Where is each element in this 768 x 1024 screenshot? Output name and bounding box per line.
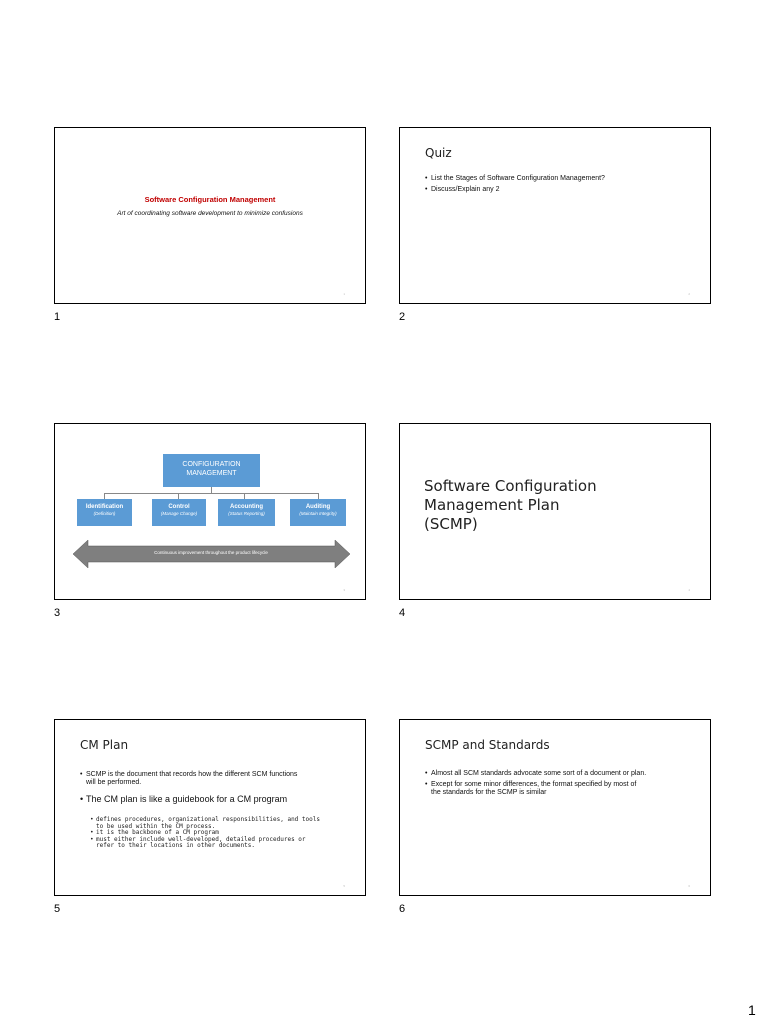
list-item: [425, 781, 700, 797]
arrow-caption: Continuous improvement throughout the product lifecycle: [154, 550, 268, 555]
list-item: [80, 771, 350, 787]
diagram-child-title: Accounting: [230, 504, 263, 510]
page-number: 1: [748, 1002, 756, 1018]
diagram-child-subtitle: (Maintain Integrity): [299, 511, 337, 516]
slide-footer-number: 5: [343, 884, 345, 888]
diagram-root-line2: MANAGEMENT: [186, 470, 237, 477]
slide-footer-number: 2: [688, 292, 690, 296]
diagram-child-identification: [77, 499, 132, 526]
diagram-child-title: Identification: [85, 504, 124, 510]
bullet-text: The CM plan is like a guidebook for a CM program: [86, 794, 288, 804]
list-item: [90, 837, 355, 850]
slide-4-title-line1: Software Configuration: [424, 477, 597, 495]
slide-footer-number: 6: [688, 884, 690, 888]
diagram-child-accounting: [218, 499, 275, 526]
slide-6-bullets: [425, 770, 700, 797]
list-item: • Almost all SCM standards advocate some sort of a document or plan.: [425, 770, 700, 778]
slide-footer-number: 4: [688, 588, 690, 592]
bullet-line: refer to their locations in other documents.: [96, 842, 255, 849]
bullet-line: to be used within the CM process.: [96, 822, 216, 830]
slide-6: [399, 719, 711, 896]
slide-footer-number: 1: [343, 292, 345, 296]
slide-4-title-line3: (SCMP): [424, 515, 478, 533]
slide-number-label: 3: [54, 607, 61, 619]
list-item: • List the Stages of Software Configuration Management?: [425, 175, 695, 183]
slide-1: [54, 127, 366, 304]
bullet-line: • SCMP is the document that records how the different SCM functions: [86, 771, 298, 778]
slide-number-label: 4: [399, 607, 406, 619]
slide-5-title: CM Plan: [80, 738, 129, 752]
bullet-line: • Except for some minor differences, the format specified by most of: [431, 781, 637, 788]
slide-number-label: 2: [399, 311, 406, 323]
bullet-line: will be performed.: [86, 779, 142, 786]
diagram-child-subtitle: (Manage Change): [160, 511, 198, 516]
slide-6-title: SCMP and Standards: [425, 738, 550, 752]
slide-number-label: 5: [54, 903, 61, 915]
diagram-child-title: Control: [168, 504, 190, 510]
bullet-line: the standards for the SCMP is similar: [431, 789, 547, 796]
bullet-line: • defines procedures, organizational responsibilities, and tools: [96, 816, 320, 823]
slide-footer-number: 3: [343, 588, 345, 592]
bullet-line: • must either include well-developed, detailed procedures or: [96, 835, 306, 843]
diagram-child-auditing: [290, 499, 346, 526]
slide-number-label: 6: [399, 903, 406, 915]
list-item: [80, 794, 350, 805]
slide-2: [399, 127, 711, 304]
diagram-child-control: [152, 499, 206, 526]
slide-3: [54, 423, 366, 600]
bullet-line: • it is the backbone of a CM program: [96, 829, 219, 836]
connector-line: [104, 493, 319, 494]
list-item: • Discuss/Explain any 2: [425, 186, 695, 194]
slide-1-subtitle: Art of coordinating software development to minimize confusions: [117, 210, 303, 217]
diagram-child-subtitle: (Definition): [93, 511, 116, 516]
diagram-root-line1: CONFIGURATION: [182, 461, 241, 468]
slide-1-title: Software Configuration Management: [144, 195, 276, 204]
slide-4-title-line2: Management Plan: [424, 496, 560, 514]
diagram-child-subtitle: (Status Reporting): [228, 511, 265, 516]
slide-5: [54, 719, 366, 896]
slide-number-label: 1: [54, 311, 61, 323]
slide-5-sub-bullets: [90, 817, 355, 850]
slide-4: [399, 423, 711, 600]
double-arrow-icon: [55, 536, 367, 576]
diagram-child-title: Auditing: [305, 504, 331, 510]
slide-2-bullets: [425, 175, 695, 194]
slide-5-bullets: [80, 771, 350, 805]
slide-2-title: Quiz: [425, 146, 452, 160]
slide-4-title: [424, 477, 597, 534]
diagram-root-box: [163, 454, 260, 487]
